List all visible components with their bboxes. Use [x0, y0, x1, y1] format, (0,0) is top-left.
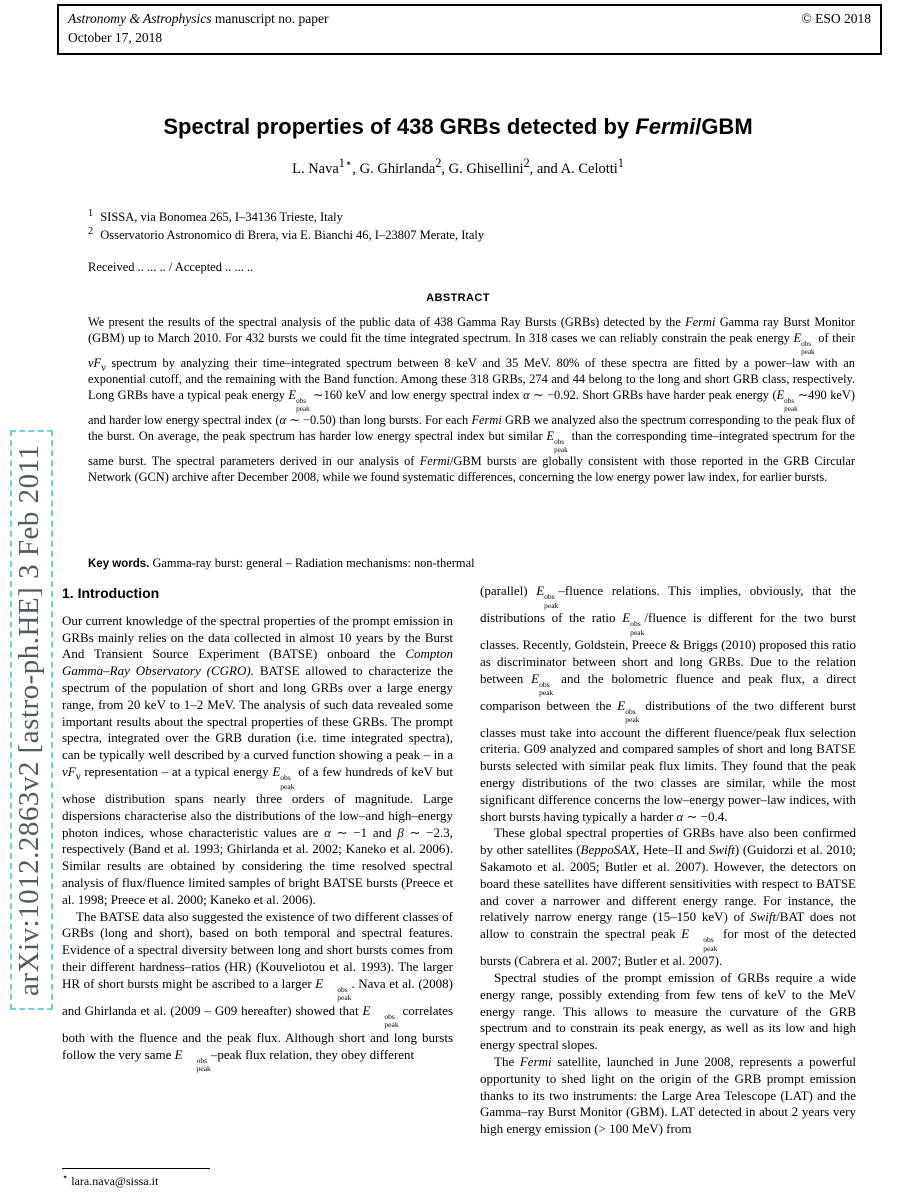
footnote-marker: ⋆	[62, 1172, 69, 1183]
footnote	[62, 1166, 453, 1189]
keywords-label: Key words.	[88, 558, 150, 570]
right-column	[480, 583, 856, 1138]
keywords-line	[88, 556, 855, 571]
body-paragraph: These global spectral properties of GRBs have also been confirmed by other satellites (BeppoSAX, Hete–II and Swift) (Guidorzi et al. 2010; Sakamoto et al. 2005; Butler et al. 2007). However, the detectors on board these satellites have different sensitivities with respect to BATSE and cover a narrower and different energy range. For instance, the relatively narrow energy range (15–150 keV) of Swift/BAT does not allow to constrain the spectral peak E obs peak for most of the detected bursts (Cabrera et al. 2007; Butler et al. 2007).	[480, 825, 856, 969]
keywords-text: Gamma-ray burst: general – Radiation mechanisms: non-thermal	[149, 556, 475, 570]
paper-title: Spectral properties of 438 GRBs detected by Fermi/GBM	[163, 114, 753, 139]
arxiv-stamp-text: arXiv:1012.2863v2 [astro-ph.HE] 3 Feb 2011	[13, 444, 45, 996]
header-date: October 17, 2018	[68, 30, 163, 45]
left-column	[62, 583, 453, 1138]
body-columns	[62, 583, 856, 1138]
manuscript-note: manuscript no. paper	[211, 11, 329, 26]
section-heading-introduction: 1. Introduction	[62, 585, 160, 601]
authors-line: L. Nava$^{1⋆}$, G. Ghirlanda$^2$, G. Ghisellini$^2$, and A. Celotti$^1$	[292, 156, 624, 177]
journal-name: Astronomy & Astrophysics	[68, 11, 212, 26]
affiliation-item	[88, 208, 838, 226]
received-accepted-line: Received .. ... .. / Accepted .. ... ..	[88, 260, 254, 274]
affiliation-text: Osservatorio Astronomico di Brera, via E. Bianchi 46, I–23807 Merate, Italy	[100, 228, 485, 242]
abstract-heading: ABSTRACT	[426, 292, 490, 304]
affiliation-number: 1	[88, 207, 94, 219]
footnote-rule	[62, 1168, 210, 1169]
affiliation-text: SISSA, via Bonomea 265, I–34136 Trieste, Italy	[100, 210, 343, 224]
abstract-text: We present the results of the spectral analysis of the public data of 438 Gamma Ray Bursts (GRBs) detected by the Fermi Gamma ray Burst Monitor (GBM) up to March 2010. For 432 bursts we could fit the time integrated spectrum. In 318 cases we can reliably constrain the peak energy E obs peak of their $\nu F_\nu$ spectrum by analyzing their time–integrated spectrum between 8 keV and 35 MeV. 80% of these spectra are fitted by a power–law with an exponential cutoff, and the remaining with the Band function. Among these 318 GRBs, 274 and 44 belong to the long and short GRB class, respectively. Long GRBs have a typical peak energy E obs peak ∼160 keV and low energy spectral index α ∼ −0.92. Short GRBs have harder peak energy (E obs peak ∼490 keV) and harder low energy spectral index (α ∼ −0.50) than long bursts. For each Fermi GRB we analyzed also the spectrum corresponding to the peak flux of the burst. On average, the peak spectrum has harder low energy spectral index but similar E obs peak than the corresponding time–integrated spectrum for the same burst. The spectral parameters derived in our analysis of Fermi/GBM bursts are globally consistent with those reported in the GRB Circular Network (GCN) archive after December 2008, while we found systematic differences, concerning the low energy power law index, for earlier bursts.	[88, 315, 856, 484]
body-paragraph: Our current knowledge of the spectral properties of the prompt emission in GRBs mainly relies on the data collected in almost 10 years by the Burst And Transient Source Experiment (BATSE) onboard the Compton Gamma–Ray Observatory (CGRO). BATSE allowed to characterize the spectrum of the population of short and long GRBs over a large energy range, from 20 keV to 1–2 MeV. The analysis of such data revealed some important results about the spectral properties of these GRBs. The prompt spectra, integrated over the GRB duration (i.e. time integrated spectra), can be typically well described by a curved function showing a peak – in a $\nu F_\nu$ representation – at a typical energy E obs peak of a few hundreds of keV but whose distribution spans nearly three orders of magnitude. Large dispersions characterise also the distributions of the low–and high–energy photon indices, whose characteristic values are α ∼ −1 and β ∼ −2.3, respectively (Band et al. 1993; Ghirlanda et al. 2002; Kaneko et al. 2006). Similar results are obtained by considering the time resolved spectral analysis of flux/fluence limited samples of bright BATSE bursts (Preece et al. 1998; Preece et al. 2000; Kaneko et al. 2006).	[62, 612, 453, 907]
manuscript-header-box	[57, 4, 882, 55]
body-paragraph: The Fermi satellite, launched in June 2008, represents a powerful opportunity to shed light on the origin of the GRB prompt emission thanks to its two instruments: the Large Area Telescope (LAT) and the Gamma–ray Burst Monitor (GBM). LAT detected in about 2 years very high energy emission (> 100 MeV) from	[480, 1054, 856, 1137]
journal-line	[68, 9, 328, 28]
footnote-email[interactable]: lara.nava@sissa.it	[71, 1174, 159, 1188]
affiliation-number: 2	[88, 225, 94, 237]
copyright-notice: © ESO 2018	[801, 11, 871, 26]
affiliation-list	[88, 208, 838, 244]
body-paragraph: (parallel) E obs peak –fluence relations. This implies, obviously, that the distributions of the ratio E obs peak /fluence is different for the two burst classes. Recently, Goldstein, Preece & Briggs (2010) proposed this ratio as discriminator between short and long GRBs. Due to the relation between E obs peak and the bolometric fluence and peak flux, a direct comparison between the E obs peak distributions of the two different burst classes must take into account the different fluence/peak flux selection criteria. G09 analyzed and compared samples of short and long BATSE bursts selected with similar peak flux limits. They found that the peak energy distributions of the two classes are similar, while the most significant difference concerns the low–energy power–law indices, with short bursts having typically a harder α ∼ −0.4.	[480, 583, 856, 824]
affiliation-item	[88, 226, 838, 244]
body-paragraph: Spectral studies of the prompt emission of GRBs require a wide energy range, possibly extending from few tens of keV to the MeV energy range. This allows to measure the curvature of the GRB spectrum and to constrain its peak energy, as well as its low and high energy spectral slopes.	[480, 970, 856, 1053]
arxiv-stamp-link[interactable]	[10, 430, 53, 1010]
footnote-line	[62, 1174, 453, 1189]
body-paragraph: The BATSE data also suggested the existence of two different classes of GRBs (long and short), based on both temporal and spectral features. Evidence of a spectral diversity between long and short bursts comes from their different hardness–ratios (HR) (Kouveliotou et al. 1993). The larger HR of short bursts might be ascribed to a larger E obs peak . Nava et al. (2008) and Ghirlanda et al. (2009 – G09 hereafter) showed that E obs peak correlates both with the fluence and the peak flux. Although short and long bursts follow the very same E obs peak –peak flux relation, they obey different	[62, 908, 453, 1074]
